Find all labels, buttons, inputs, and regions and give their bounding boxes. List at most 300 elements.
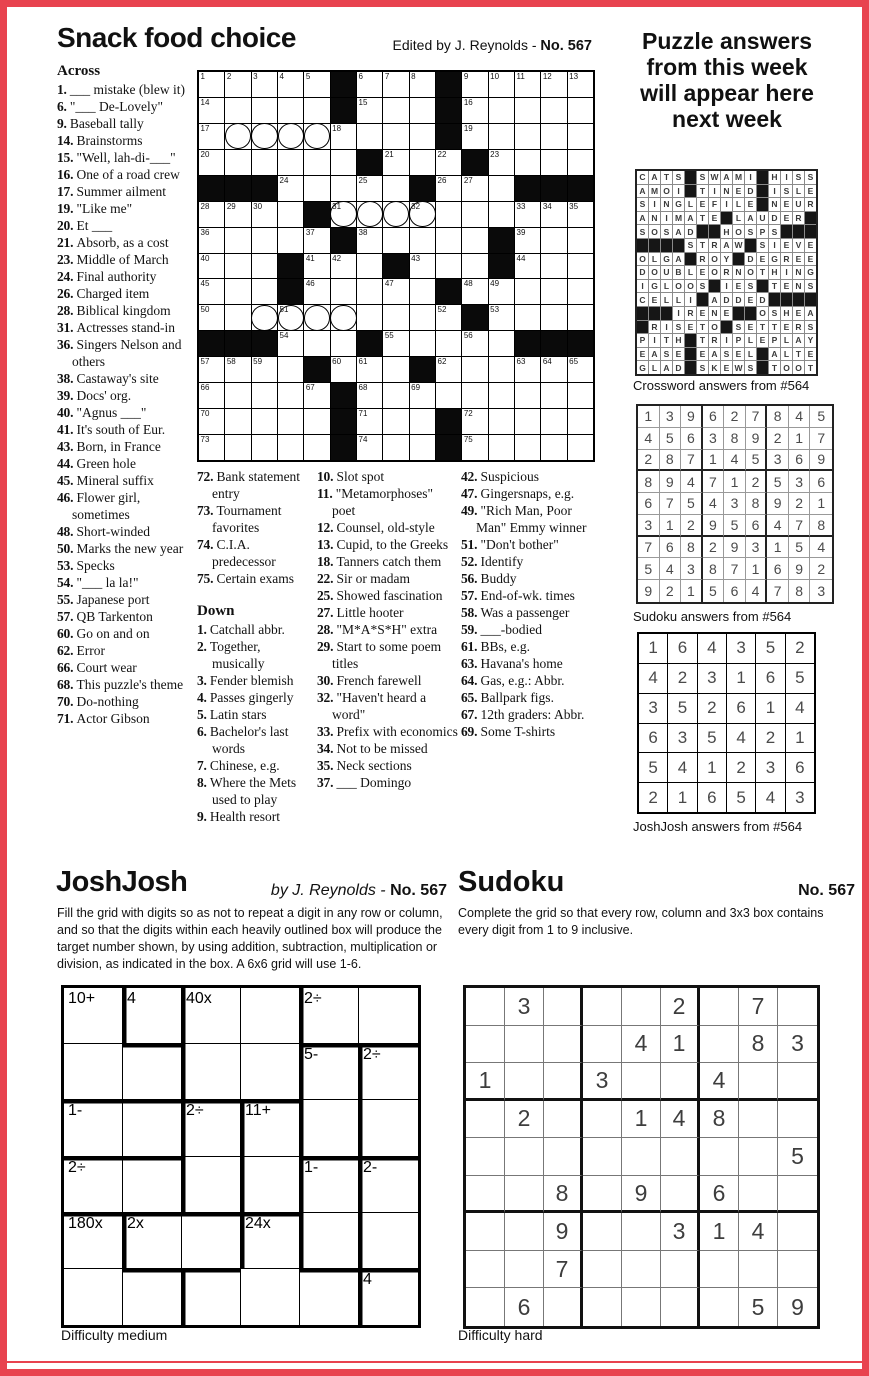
clue-number: 21 bbox=[384, 149, 394, 159]
crossword-cell[interactable] bbox=[225, 357, 250, 382]
crossword-cell[interactable] bbox=[489, 357, 514, 382]
crossword-cell[interactable] bbox=[357, 202, 382, 227]
crossword-cell[interactable] bbox=[252, 228, 277, 253]
crossword-cell[interactable] bbox=[541, 72, 566, 97]
crossword-cell[interactable] bbox=[252, 202, 277, 227]
crossword-cell[interactable] bbox=[199, 124, 224, 149]
crossword-cell[interactable] bbox=[383, 150, 408, 175]
crossword-cell[interactable] bbox=[278, 435, 303, 460]
crossword-cell[interactable] bbox=[489, 176, 514, 201]
clue-list-header: Across bbox=[57, 63, 101, 79]
crossword-cell[interactable] bbox=[489, 331, 514, 356]
crossword-cell[interactable] bbox=[410, 383, 435, 408]
crossword-black-cell bbox=[304, 202, 329, 227]
crossword-cell[interactable] bbox=[278, 383, 303, 408]
crossword-cell[interactable] bbox=[252, 357, 277, 382]
joshjosh-cell[interactable] bbox=[359, 1213, 418, 1269]
theme-circle bbox=[304, 305, 330, 331]
crossword-cell[interactable] bbox=[436, 150, 461, 175]
crossword-cell[interactable] bbox=[357, 409, 382, 434]
crossword-cell[interactable] bbox=[541, 409, 566, 434]
crossword-cell[interactable] bbox=[225, 124, 250, 149]
crossword-cell[interactable] bbox=[462, 72, 487, 97]
crossword-cell[interactable] bbox=[357, 279, 382, 304]
crossword-cell[interactable] bbox=[462, 98, 487, 123]
crossword-cell[interactable] bbox=[304, 150, 329, 175]
joshjosh-cell[interactable] bbox=[64, 1157, 123, 1213]
crossword-cell[interactable] bbox=[410, 228, 435, 253]
crossword-cell[interactable] bbox=[331, 202, 356, 227]
joshjosh-cell[interactable] bbox=[300, 1157, 359, 1213]
crossword-cell[interactable] bbox=[252, 150, 277, 175]
crossword-cell[interactable] bbox=[252, 383, 277, 408]
joshjosh-cell[interactable] bbox=[123, 1157, 182, 1213]
joshjosh-cell[interactable] bbox=[300, 1213, 359, 1269]
crossword-cell[interactable] bbox=[357, 357, 382, 382]
sudoku-cell[interactable] bbox=[778, 1213, 817, 1251]
crossword-cell[interactable] bbox=[541, 98, 566, 123]
crossword-cell[interactable] bbox=[383, 72, 408, 97]
crossword-cell[interactable] bbox=[304, 383, 329, 408]
crossword-cell[interactable] bbox=[383, 124, 408, 149]
crossword-cell[interactable] bbox=[515, 228, 540, 253]
crossword-cell[interactable] bbox=[489, 202, 514, 227]
sudoku-cell[interactable] bbox=[583, 1213, 622, 1251]
sudoku-cell[interactable] bbox=[661, 1176, 700, 1214]
crossword-cell[interactable] bbox=[568, 98, 593, 123]
sudoku-cell[interactable] bbox=[700, 1288, 739, 1326]
crossword-cell[interactable] bbox=[489, 150, 514, 175]
crossword-cell[interactable] bbox=[225, 383, 250, 408]
crossword-cell[interactable] bbox=[568, 228, 593, 253]
crossword-cell[interactable] bbox=[489, 409, 514, 434]
crossword-cell[interactable] bbox=[383, 176, 408, 201]
joshjosh-cell[interactable] bbox=[300, 1269, 359, 1325]
crossword-cell[interactable] bbox=[383, 435, 408, 460]
joshjosh-cell[interactable] bbox=[241, 1157, 300, 1213]
sudoku-cell[interactable] bbox=[466, 1026, 505, 1064]
sudoku-cell[interactable] bbox=[583, 1288, 622, 1326]
sudoku-cell[interactable] bbox=[622, 1063, 661, 1101]
crossword-cell[interactable] bbox=[331, 305, 356, 330]
crossword-cell[interactable] bbox=[462, 357, 487, 382]
crossword-cell[interactable] bbox=[410, 279, 435, 304]
crossword-cell[interactable] bbox=[489, 435, 514, 460]
crossword-cell[interactable] bbox=[383, 357, 408, 382]
sudoku-cell[interactable] bbox=[739, 1251, 778, 1289]
sudoku-cell[interactable] bbox=[466, 1251, 505, 1289]
sudoku-cell[interactable] bbox=[583, 988, 622, 1026]
crossword-cell[interactable] bbox=[436, 202, 461, 227]
sudoku-cell[interactable] bbox=[505, 1138, 544, 1176]
sudoku-cell[interactable] bbox=[466, 1176, 505, 1214]
crossword-cell[interactable] bbox=[541, 124, 566, 149]
crossword-cell[interactable] bbox=[410, 150, 435, 175]
sudoku-cell[interactable] bbox=[739, 1138, 778, 1176]
crossword-cell[interactable] bbox=[225, 72, 250, 97]
crossword-cell[interactable] bbox=[568, 435, 593, 460]
crossword-cell[interactable] bbox=[410, 409, 435, 434]
crossword-cell[interactable] bbox=[331, 331, 356, 356]
joshjosh-cell[interactable] bbox=[182, 988, 241, 1044]
crossword-cell[interactable] bbox=[436, 228, 461, 253]
joshjosh-cell[interactable] bbox=[300, 1100, 359, 1156]
joshjosh-cell[interactable] bbox=[359, 988, 418, 1044]
crossword-cell[interactable] bbox=[410, 305, 435, 330]
crossword-cell[interactable] bbox=[568, 409, 593, 434]
answer-letter-cell: A bbox=[769, 348, 780, 361]
sudoku-cell[interactable] bbox=[739, 1063, 778, 1101]
crossword-cell[interactable] bbox=[331, 357, 356, 382]
crossword-cell[interactable] bbox=[304, 176, 329, 201]
joshjosh-cell[interactable] bbox=[359, 1100, 418, 1156]
sudoku-cell[interactable] bbox=[778, 988, 817, 1026]
crossword-cell[interactable] bbox=[199, 202, 224, 227]
crossword-cell[interactable] bbox=[410, 202, 435, 227]
crossword-cell[interactable] bbox=[304, 435, 329, 460]
crossword-cell[interactable] bbox=[383, 331, 408, 356]
crossword-cell[interactable] bbox=[515, 98, 540, 123]
sudoku-cell[interactable] bbox=[583, 1176, 622, 1214]
crossword-cell[interactable] bbox=[304, 305, 329, 330]
crossword-cell[interactable] bbox=[568, 357, 593, 382]
crossword-cell[interactable] bbox=[568, 124, 593, 149]
crossword-cell[interactable] bbox=[436, 254, 461, 279]
joshjosh-cell[interactable] bbox=[300, 988, 359, 1044]
crossword-cell[interactable] bbox=[462, 383, 487, 408]
joshjosh-cell[interactable] bbox=[241, 988, 300, 1044]
joshjosh-cell[interactable] bbox=[182, 1044, 241, 1100]
crossword-cell[interactable] bbox=[225, 98, 250, 123]
joshjosh-cell[interactable] bbox=[359, 1157, 418, 1213]
crossword-cell[interactable] bbox=[278, 305, 303, 330]
crossword-cell[interactable] bbox=[515, 124, 540, 149]
crossword-cell[interactable] bbox=[304, 98, 329, 123]
sudoku-cell[interactable] bbox=[583, 1026, 622, 1064]
crossword-cell[interactable] bbox=[489, 98, 514, 123]
crossword-cell[interactable] bbox=[199, 305, 224, 330]
crossword-cell[interactable] bbox=[278, 98, 303, 123]
crossword-cell[interactable] bbox=[436, 383, 461, 408]
crossword-cell[interactable] bbox=[541, 383, 566, 408]
crossword-cell[interactable] bbox=[489, 124, 514, 149]
crossword-cell[interactable] bbox=[252, 409, 277, 434]
crossword-cell[interactable] bbox=[568, 202, 593, 227]
crossword-cell[interactable] bbox=[331, 279, 356, 304]
crossword-grid[interactable] bbox=[197, 70, 595, 462]
sudoku-cell: 9 bbox=[638, 580, 660, 602]
crossword-cell[interactable] bbox=[383, 202, 408, 227]
sudoku-grid[interactable] bbox=[463, 985, 820, 1329]
crossword-cell[interactable] bbox=[252, 124, 277, 149]
crossword-cell[interactable] bbox=[383, 98, 408, 123]
sudoku-cell[interactable] bbox=[544, 1138, 583, 1176]
crossword-cell[interactable] bbox=[225, 305, 250, 330]
crossword-cell[interactable] bbox=[357, 98, 382, 123]
crossword-cell[interactable] bbox=[436, 331, 461, 356]
crossword-cell[interactable] bbox=[304, 228, 329, 253]
sudoku-cell[interactable] bbox=[466, 1138, 505, 1176]
sudoku-cell[interactable] bbox=[466, 1101, 505, 1139]
crossword-cell[interactable] bbox=[568, 279, 593, 304]
sudoku-cell[interactable] bbox=[466, 988, 505, 1026]
joshjosh-cell[interactable] bbox=[182, 1157, 241, 1213]
crossword-cell[interactable] bbox=[383, 228, 408, 253]
joshjosh-grid[interactable] bbox=[61, 985, 421, 1328]
joshjosh-cell[interactable] bbox=[123, 1044, 182, 1100]
crossword-cell[interactable] bbox=[436, 357, 461, 382]
joshjosh-cell[interactable] bbox=[64, 1213, 123, 1269]
crossword-cell[interactable] bbox=[199, 254, 224, 279]
crossword-cell[interactable] bbox=[462, 202, 487, 227]
joshjosh-cell[interactable] bbox=[241, 1044, 300, 1100]
sudoku-cell[interactable] bbox=[505, 1026, 544, 1064]
joshjosh-cell[interactable] bbox=[300, 1044, 359, 1100]
sudoku-cell[interactable] bbox=[739, 1101, 778, 1139]
crossword-cell[interactable] bbox=[515, 383, 540, 408]
joshjosh-cell[interactable] bbox=[64, 988, 123, 1044]
crossword-cell[interactable] bbox=[489, 279, 514, 304]
crossword-cell[interactable] bbox=[357, 124, 382, 149]
crossword-cell[interactable] bbox=[199, 409, 224, 434]
crossword-cell[interactable] bbox=[462, 124, 487, 149]
crossword-cell[interactable] bbox=[568, 150, 593, 175]
sudoku-cell[interactable] bbox=[778, 1251, 817, 1289]
crossword-cell[interactable] bbox=[515, 435, 540, 460]
crossword-cell[interactable] bbox=[199, 357, 224, 382]
answer-letter-cell: Y bbox=[805, 334, 816, 347]
sudoku-cell: 3 bbox=[661, 1213, 700, 1251]
sudoku-cell[interactable] bbox=[661, 1138, 700, 1176]
crossword-cell[interactable] bbox=[383, 383, 408, 408]
joshjosh-cell[interactable] bbox=[123, 1100, 182, 1156]
crossword-cell[interactable] bbox=[410, 124, 435, 149]
crossword-cell[interactable] bbox=[252, 305, 277, 330]
joshjosh-cell[interactable] bbox=[182, 1100, 241, 1156]
sudoku-cell[interactable] bbox=[622, 988, 661, 1026]
crossword-cell[interactable] bbox=[568, 72, 593, 97]
sudoku-cell[interactable] bbox=[778, 1101, 817, 1139]
crossword-cell[interactable] bbox=[304, 254, 329, 279]
crossword-cell[interactable] bbox=[331, 150, 356, 175]
crossword-cell[interactable] bbox=[541, 228, 566, 253]
crossword-cell[interactable] bbox=[278, 176, 303, 201]
sudoku-cell[interactable] bbox=[544, 1063, 583, 1101]
crossword-cell[interactable] bbox=[357, 176, 382, 201]
joshjosh-cell[interactable] bbox=[241, 1213, 300, 1269]
crossword-cell[interactable] bbox=[278, 331, 303, 356]
sudoku-cell[interactable] bbox=[622, 1213, 661, 1251]
crossword-cell[interactable] bbox=[278, 202, 303, 227]
sudoku-cell[interactable] bbox=[622, 1288, 661, 1326]
crossword-cell[interactable] bbox=[357, 435, 382, 460]
crossword-cell[interactable] bbox=[199, 228, 224, 253]
joshjosh-cell[interactable] bbox=[182, 1213, 241, 1269]
crossword-cell[interactable] bbox=[357, 254, 382, 279]
crossword-cell[interactable] bbox=[541, 357, 566, 382]
crossword-cell[interactable] bbox=[252, 435, 277, 460]
crossword-cell[interactable] bbox=[489, 305, 514, 330]
crossword-cell[interactable] bbox=[225, 435, 250, 460]
crossword-cell[interactable] bbox=[436, 176, 461, 201]
crossword-cell[interactable] bbox=[304, 72, 329, 97]
sudoku-cell[interactable] bbox=[544, 1101, 583, 1139]
sudoku-cell: 3 bbox=[681, 558, 703, 580]
crossword-cell[interactable] bbox=[304, 409, 329, 434]
crossword-cell[interactable] bbox=[489, 72, 514, 97]
crossword-cell[interactable] bbox=[515, 409, 540, 434]
crossword-cell[interactable] bbox=[462, 435, 487, 460]
sudoku-cell[interactable] bbox=[466, 1213, 505, 1251]
theme-circle bbox=[330, 305, 356, 331]
crossword-cell[interactable] bbox=[515, 150, 540, 175]
crossword-cell[interactable] bbox=[331, 124, 356, 149]
crossword-black-cell bbox=[252, 331, 277, 356]
crossword-cell[interactable] bbox=[225, 150, 250, 175]
crossword-cell[interactable] bbox=[515, 72, 540, 97]
joshjosh-cell[interactable] bbox=[359, 1269, 418, 1325]
sudoku-cell[interactable] bbox=[778, 1176, 817, 1214]
crossword-cell[interactable] bbox=[462, 228, 487, 253]
answer-letter-cell: A bbox=[793, 334, 804, 347]
crossword-cell[interactable] bbox=[278, 124, 303, 149]
crossword-cell[interactable] bbox=[225, 202, 250, 227]
sudoku-cell[interactable] bbox=[466, 1288, 505, 1326]
sudoku-cell[interactable] bbox=[583, 1251, 622, 1289]
clue-number: 42 bbox=[332, 253, 342, 263]
crossword-cell[interactable] bbox=[357, 228, 382, 253]
crossword-cell[interactable] bbox=[541, 254, 566, 279]
crossword-cell[interactable] bbox=[357, 383, 382, 408]
clue-number: 12 bbox=[542, 72, 552, 81]
sudoku-cell[interactable] bbox=[505, 1176, 544, 1214]
crossword-cell[interactable] bbox=[199, 435, 224, 460]
crossword-cell[interactable] bbox=[462, 254, 487, 279]
crossword-cell[interactable] bbox=[541, 150, 566, 175]
joshjosh-cell[interactable] bbox=[123, 988, 182, 1044]
crossword-cell[interactable] bbox=[541, 279, 566, 304]
crossword-cell[interactable] bbox=[252, 72, 277, 97]
crossword-cell[interactable] bbox=[304, 331, 329, 356]
crossword-cell[interactable] bbox=[568, 383, 593, 408]
crossword-cell[interactable] bbox=[515, 305, 540, 330]
crossword-cell[interactable] bbox=[410, 331, 435, 356]
crossword-cell[interactable] bbox=[568, 305, 593, 330]
crossword-cell[interactable] bbox=[515, 202, 540, 227]
joshjosh-cell[interactable] bbox=[64, 1100, 123, 1156]
crossword-black-cell bbox=[568, 331, 593, 356]
joshjosh-cell[interactable] bbox=[123, 1269, 182, 1325]
crossword-cell[interactable] bbox=[410, 72, 435, 97]
sudoku-cell[interactable] bbox=[700, 1138, 739, 1176]
crossword-cell[interactable] bbox=[199, 383, 224, 408]
crossword-cell[interactable] bbox=[541, 305, 566, 330]
sudoku-cell[interactable] bbox=[544, 1026, 583, 1064]
crossword-cell[interactable] bbox=[568, 254, 593, 279]
crossword-cell[interactable] bbox=[199, 72, 224, 97]
sudoku-cell[interactable] bbox=[583, 1101, 622, 1139]
crossword-cell[interactable] bbox=[331, 254, 356, 279]
theme-circle bbox=[251, 123, 277, 149]
crossword-cell[interactable] bbox=[515, 279, 540, 304]
joshjosh-cell[interactable] bbox=[123, 1213, 182, 1269]
crossword-cell[interactable] bbox=[489, 383, 514, 408]
sudoku-cell[interactable] bbox=[544, 988, 583, 1026]
joshjosh-cell[interactable] bbox=[359, 1044, 418, 1100]
crossword-cell[interactable] bbox=[357, 305, 382, 330]
joshjosh-cell[interactable] bbox=[64, 1269, 123, 1325]
sudoku-cell[interactable] bbox=[700, 1026, 739, 1064]
crossword-cell[interactable] bbox=[410, 254, 435, 279]
sudoku-cell[interactable] bbox=[661, 1063, 700, 1101]
sudoku-cell[interactable] bbox=[505, 1251, 544, 1289]
joshjosh-cell[interactable] bbox=[241, 1269, 300, 1325]
crossword-cell[interactable] bbox=[278, 150, 303, 175]
crossword-cell[interactable] bbox=[462, 331, 487, 356]
crossword-cell[interactable] bbox=[462, 279, 487, 304]
crossword-cell[interactable] bbox=[383, 409, 408, 434]
crossword-cell[interactable] bbox=[199, 98, 224, 123]
crossword-cell[interactable] bbox=[462, 176, 487, 201]
crossword-cell[interactable] bbox=[304, 279, 329, 304]
crossword-cell[interactable] bbox=[278, 72, 303, 97]
crossword-cell[interactable] bbox=[304, 124, 329, 149]
crossword-cell[interactable] bbox=[225, 228, 250, 253]
joshjosh-cell[interactable] bbox=[64, 1044, 123, 1100]
crossword-cell[interactable] bbox=[252, 254, 277, 279]
crossword-cell[interactable] bbox=[515, 254, 540, 279]
sudoku-cell[interactable] bbox=[583, 1138, 622, 1176]
sudoku-cell[interactable] bbox=[544, 1288, 583, 1326]
sudoku-cell[interactable] bbox=[700, 1251, 739, 1289]
crossword-cell[interactable] bbox=[252, 279, 277, 304]
joshjosh-cell[interactable] bbox=[241, 1100, 300, 1156]
crossword-cell[interactable] bbox=[541, 435, 566, 460]
crossword-cell[interactable] bbox=[383, 279, 408, 304]
sudoku-cell[interactable] bbox=[505, 1213, 544, 1251]
crossword-cell[interactable] bbox=[410, 435, 435, 460]
crossword-cell[interactable] bbox=[383, 305, 408, 330]
sudoku-cell[interactable] bbox=[700, 988, 739, 1026]
crossword-cell[interactable] bbox=[225, 254, 250, 279]
crossword-cell[interactable] bbox=[331, 176, 356, 201]
crossword-cell[interactable] bbox=[278, 228, 303, 253]
crossword-cell[interactable] bbox=[225, 409, 250, 434]
sudoku-cell[interactable] bbox=[661, 1288, 700, 1326]
sudoku-cell[interactable] bbox=[778, 1063, 817, 1101]
crossword-cell[interactable] bbox=[410, 98, 435, 123]
crossword-cell[interactable] bbox=[515, 357, 540, 382]
joshjosh-cell[interactable] bbox=[182, 1269, 241, 1325]
crossword-cell[interactable] bbox=[278, 409, 303, 434]
crossword-cell[interactable] bbox=[357, 72, 382, 97]
sudoku-cell[interactable] bbox=[661, 1251, 700, 1289]
sudoku-cell[interactable] bbox=[622, 1251, 661, 1289]
crossword-cell[interactable] bbox=[436, 305, 461, 330]
crossword-cell[interactable] bbox=[252, 98, 277, 123]
answer-letter-cell: E bbox=[709, 212, 720, 225]
sudoku-cell: 8 bbox=[544, 1176, 583, 1214]
sudoku-cell[interactable] bbox=[622, 1138, 661, 1176]
crossword-cell[interactable] bbox=[278, 357, 303, 382]
crossword-cell[interactable] bbox=[199, 150, 224, 175]
crossword-cell[interactable] bbox=[541, 202, 566, 227]
crossword-cell[interactable] bbox=[225, 279, 250, 304]
sudoku-cell[interactable] bbox=[739, 1176, 778, 1214]
crossword-cell[interactable] bbox=[462, 409, 487, 434]
crossword-cell[interactable] bbox=[199, 279, 224, 304]
sudoku-cell[interactable] bbox=[505, 1063, 544, 1101]
